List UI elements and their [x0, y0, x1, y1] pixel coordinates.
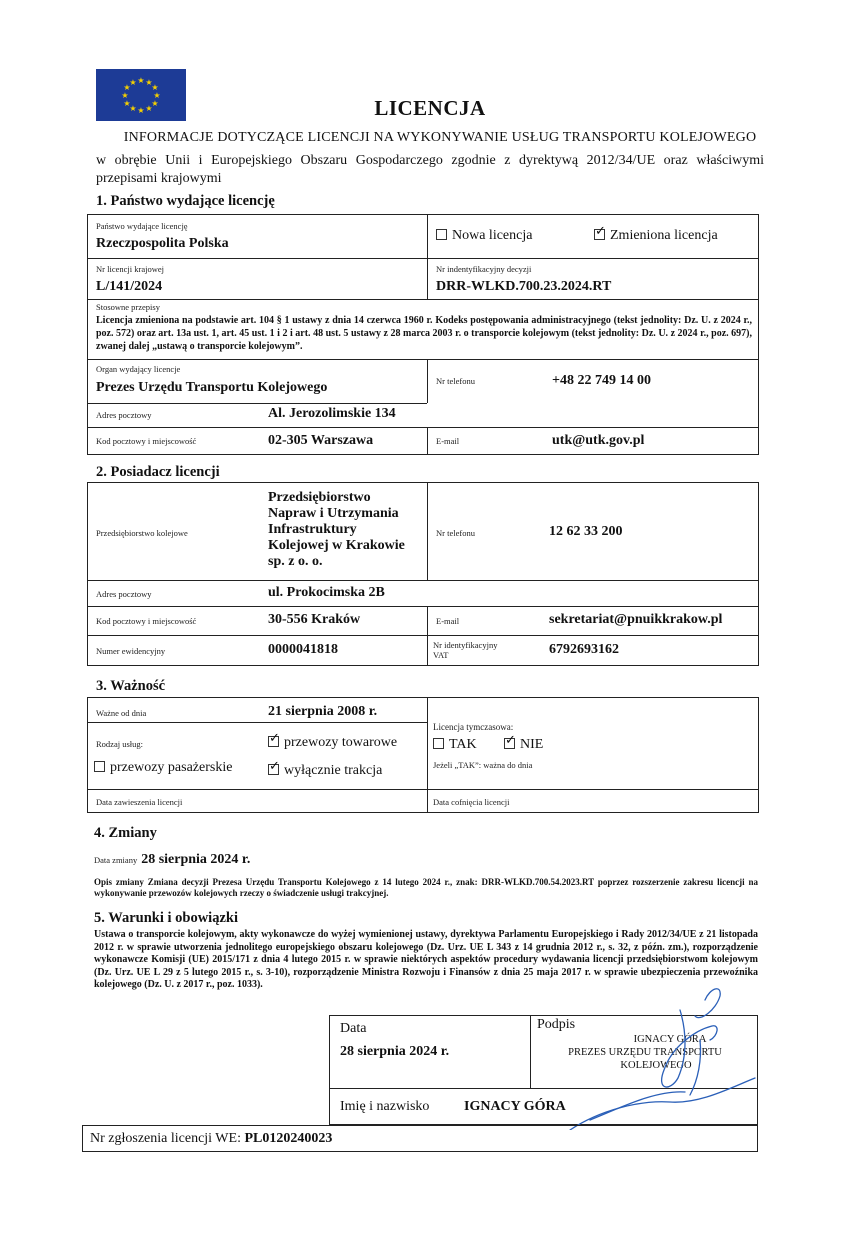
handwritten-signature-icon — [560, 980, 760, 1130]
name-label: Imię i nazwisko — [340, 1099, 430, 1114]
svg-text:★: ★ — [123, 83, 131, 92]
section5-heading: 5. Warunki i obowiązki — [94, 910, 238, 926]
freight-option[interactable] — [268, 735, 397, 751]
document-subtitle: INFORMACJE DOTYCZĄCE LICENCJI NA WYKONYWANIE USŁUG TRANSPORTU KOLEJOWEGO — [123, 130, 757, 145]
vat-label-line: Nr identyfikacyjny — [433, 640, 498, 650]
company-name — [268, 490, 405, 570]
divider — [87, 789, 759, 790]
country-value: Rzeczpospolita Polska — [96, 236, 229, 251]
svg-text:★: ★ — [137, 106, 145, 115]
temporary-yes-option[interactable] — [433, 737, 477, 753]
divider — [87, 403, 427, 404]
authority-email-label: E-mail — [436, 436, 460, 446]
change-date-row — [94, 850, 250, 868]
temporary-yes-checkbox[interactable] — [433, 738, 444, 749]
company-address-label: Adres pocztowy — [96, 589, 152, 599]
divider — [427, 482, 428, 580]
suspension-label: Data zawieszenia licencji — [96, 797, 183, 807]
section3-heading: 3. Ważność — [96, 678, 166, 694]
reg-no-value: 0000041818 — [268, 642, 338, 657]
valid-from-value: 21 sierpnia 2008 r. — [268, 704, 378, 719]
divider — [427, 214, 428, 299]
company-email-label: E-mail — [436, 616, 460, 626]
authority-email-value: utk@utk.gov.pl — [552, 433, 645, 448]
divider — [87, 258, 759, 259]
traction-checkbox[interactable] — [268, 764, 279, 775]
company-phone-value: 12 62 33 200 — [549, 524, 623, 539]
signer-stamp-title: PREZES URZĘDU TRANSPORTU — [568, 1047, 722, 1058]
authority-phone-value: +48 22 749 14 00 — [552, 373, 651, 388]
company-postal-label: Kod pocztowy i miejscowość — [96, 616, 197, 626]
svg-text:★: ★ — [121, 91, 129, 100]
national-no-value: L/141/2024 — [96, 279, 163, 294]
sign-date-label: Data — [340, 1021, 367, 1036]
section4-heading: 4. Zmiany — [94, 825, 157, 841]
company-email-value: sekretariat@pnuikkrakow.pl — [549, 612, 723, 627]
changed-license-option[interactable] — [594, 228, 718, 244]
authority-address-label: Adres pocztowy — [96, 410, 152, 420]
divider — [427, 697, 428, 813]
decision-id-value: DRR-WLKD.700.23.2024.RT — [436, 279, 612, 294]
company-address-value: ul. Prokocimska 2B — [268, 585, 385, 600]
changed-license-label: Zmieniona licencja — [610, 228, 718, 243]
we-number-label: Nr zgłoszenia licencji WE: — [90, 1131, 241, 1146]
regulations-value: Licencja zmieniona na podstawie art. 104 § 1 ustawy z dnia 14 czerwca 1960 r. Kodeks postępowania administracyjnego (tekst jednolity: Dz. U. z 2024 r., poz. 572) oraz art. 13a ust. 1, art. 45 ust. 1 i 2 i art. 48 ust. 5 ustawy z 28 marca 2003 r. o transporcie kolejowym (tekst jednolity: Dz. U. z 2024 r., poz. 697), zwanej dalej „ustawą o transporcie kolejowym”. — [96, 315, 752, 352]
company-name-line: Infrastruktury — [268, 522, 357, 537]
temporary-no-checkbox[interactable] — [504, 738, 515, 749]
divider — [427, 359, 428, 403]
svg-text:★: ★ — [129, 104, 137, 113]
divider — [87, 580, 759, 581]
sign-label: Podpis — [537, 1017, 576, 1032]
temporary-no-option[interactable] — [504, 737, 543, 753]
section1-heading: 1. Państwo wydające licencję — [96, 193, 275, 209]
traction-option[interactable] — [268, 763, 382, 779]
vat-value: 6792693162 — [549, 642, 619, 657]
signer-stamp-name: IGNACY GÓRA — [633, 1034, 707, 1045]
svg-text:★: ★ — [151, 83, 159, 92]
we-number-row — [90, 1131, 332, 1147]
company-postal-value: 30-556 Kraków — [268, 612, 361, 627]
divider — [87, 635, 759, 636]
change-description: Opis zmiany Zmiana decyzji Prezesa Urzędu Transportu Kolejowego z 14 lutego 2024 r., znak: DRR-WLKD.700.54.2023.RT poprzez rozszerzenie zakresu licencji na wykonywanie przewozów kolejowych rzeczy o świadczenie usługi trakcyjnej. — [94, 877, 758, 898]
valid-from-label: Ważne od dnia — [96, 708, 147, 718]
temporary-yes-label: TAK — [449, 737, 477, 752]
divider — [87, 359, 759, 360]
section3-table — [87, 697, 759, 813]
service-type-label: Rodzaj usług: — [96, 739, 143, 749]
divider — [87, 427, 759, 428]
new-license-label: Nowa licencja — [452, 228, 533, 243]
company-name-line: Napraw i Utrzymania — [268, 506, 399, 521]
svg-text:★: ★ — [151, 99, 159, 108]
freight-label: przewozy towarowe — [284, 735, 398, 750]
temporary-no-label: NIE — [520, 737, 544, 752]
change-date-label: Data zmiany — [94, 855, 138, 865]
authority-postal-label: Kod pocztowy i miejscowość — [96, 436, 197, 446]
divider — [87, 722, 427, 723]
company-name-line: Kolejowej w Krakowie — [268, 538, 405, 553]
withdrawal-label: Data cofnięcia licencji — [433, 797, 510, 807]
vat-label-line: VAT — [433, 650, 449, 660]
company-phone-label: Nr telefonu — [436, 528, 475, 538]
decision-id-label: Nr indentyfikacyjny decyzji — [436, 264, 532, 274]
divider — [87, 299, 759, 300]
signer-stamp-title: KOLEJOWEGO — [620, 1060, 692, 1071]
new-license-checkbox[interactable] — [436, 229, 447, 240]
document-title: LICENCJA — [374, 96, 486, 120]
section2-table — [87, 482, 759, 666]
if-yes-label: Jeżeli „TAK”: ważna do dnia — [433, 760, 533, 770]
national-no-label: Nr licencji krajowej — [96, 264, 164, 274]
svg-text:★: ★ — [129, 78, 137, 87]
new-license-option[interactable] — [436, 228, 532, 244]
svg-text:★: ★ — [123, 99, 131, 108]
svg-text:★: ★ — [137, 76, 145, 85]
document-intro: w obrębie Unii i Europejskiego Obszaru Gospodarczego zgodnie z dyrektywą 2012/34/UE oraz właściwymi przepisami krajowymi — [96, 153, 764, 186]
authority-address-value: Al. Jerozolimskie 134 — [268, 406, 396, 421]
passenger-checkbox[interactable] — [94, 761, 105, 772]
vat-label — [433, 640, 497, 660]
svg-text:★: ★ — [153, 91, 161, 100]
regulations-label: Stosowne przepisy — [96, 302, 160, 312]
passenger-label: przewozy pasażerskie — [110, 760, 233, 775]
name-value: IGNACY GÓRA — [464, 1099, 566, 1114]
authority-value: Prezes Urzędu Transportu Kolejowego — [96, 380, 328, 395]
authority-postal-value: 02-305 Warszawa — [268, 433, 374, 448]
section2-heading: 2. Posiadacz licencji — [96, 464, 220, 480]
authority-label: Organ wydający licencje — [96, 364, 181, 374]
passenger-option[interactable] — [94, 760, 232, 776]
divider — [427, 606, 428, 666]
traction-label: wyłącznie trakcja — [284, 763, 383, 778]
svg-text:★: ★ — [145, 104, 153, 113]
divider — [530, 1015, 531, 1088]
reg-no-label: Numer ewidencyjny — [96, 646, 166, 656]
conditions-text: Ustawa o transporcie kolejowym, akty wykonawcze do wyżej wymienionej ustawy, dyrektywa Parlamentu Europejskiego i Rady 2012/34/UE z 21 listopada 2012 r. w sprawie utworzenia jednolitego europejskiego obszaru kolejowego (Dz. Urz. UE L 343 z 14 grudnia 2012 r., s. 32, z późn. zm.), rozporządzenie wykonawcze Komisji (UE) 2015/171 z dnia 4 lutego 2015 r. w sprawie niektórych aspektów procedury wydawania licencji przedsiębiorstwom kolejowym (Dz. Urz. UE L 29 z 5 lutego 2015 r., s. 3-10), rozporządzenie Ministra Rozwoju i Finansów z dnia 25 maja 2017 r. w sprawie ubezpieczenia przewoźnika kolejowego (Dz. U. z 2017 r., poz. 1033). — [94, 929, 758, 990]
change-date-value: 28 sierpnia 2024 r. — [141, 852, 251, 867]
divider — [427, 427, 428, 455]
we-number-value: PL0120240023 — [244, 1131, 333, 1146]
temporary-label: Licencja tymczasowa: — [433, 722, 514, 732]
company-name-line: Przedsiębiorstwo — [268, 490, 371, 505]
company-name-line: sp. z o. o. — [268, 554, 323, 569]
company-label: Przedsiębiorstwo kolejowe — [96, 528, 188, 538]
divider — [87, 606, 759, 607]
sign-date-value: 28 sierpnia 2024 r. — [340, 1044, 450, 1059]
country-label: Państwo wydające licencję — [96, 221, 188, 231]
freight-checkbox[interactable] — [268, 736, 279, 747]
svg-text:★: ★ — [145, 78, 153, 87]
changed-license-checkbox[interactable] — [594, 229, 605, 240]
authority-phone-label: Nr telefonu — [436, 376, 475, 386]
